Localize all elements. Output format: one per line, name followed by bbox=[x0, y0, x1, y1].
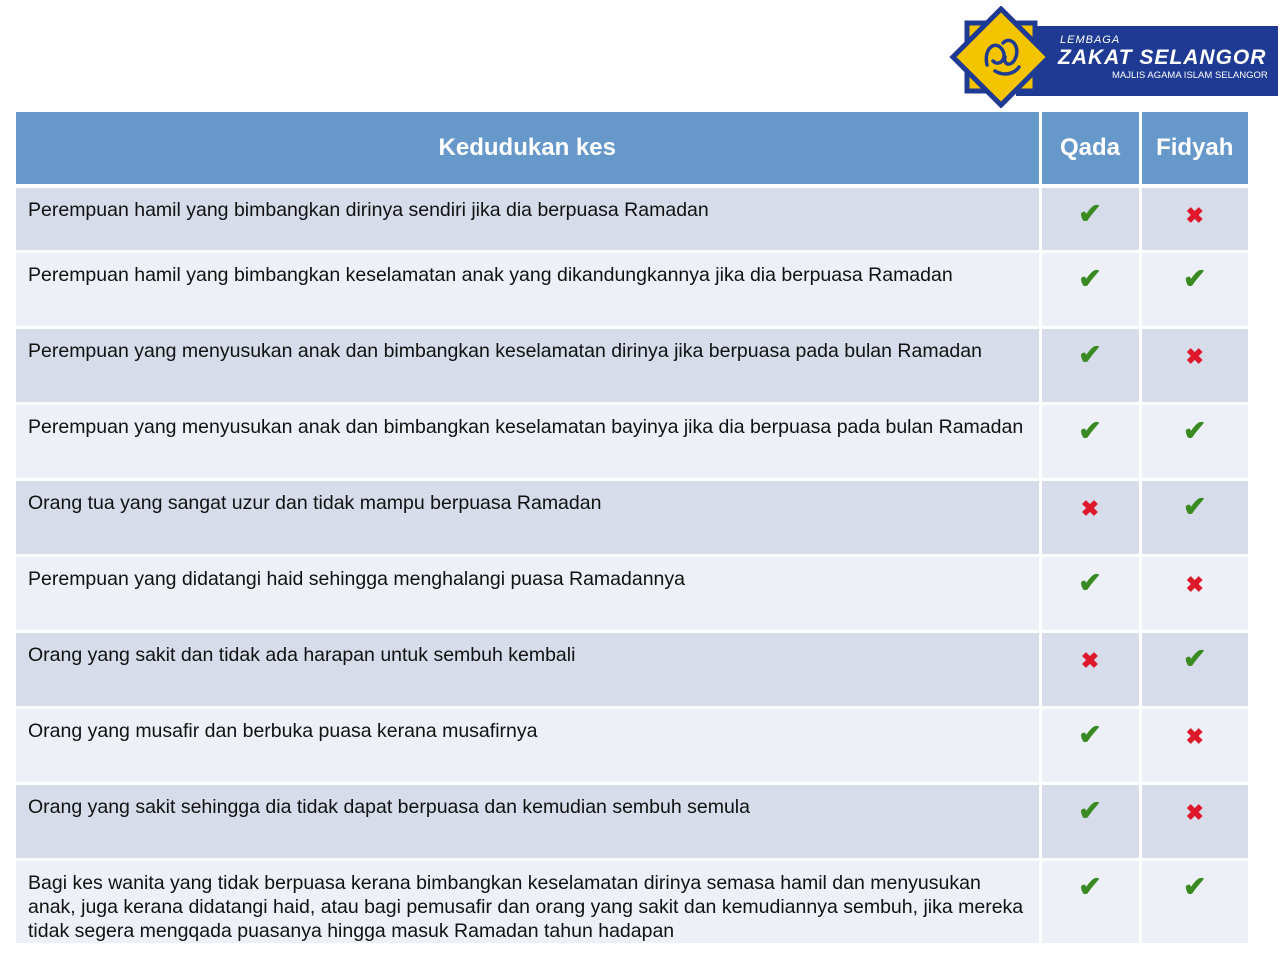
case-cell bbox=[16, 186, 1040, 251]
check-icon: ✔ bbox=[1183, 642, 1207, 674]
fidyah-cell bbox=[1140, 251, 1248, 327]
case-cell bbox=[16, 403, 1040, 479]
case-text: Perempuan yang didatangi haid sehingga menghalangi puasa Ramadannya bbox=[28, 567, 685, 590]
qada-cell bbox=[1040, 186, 1140, 251]
case-cell bbox=[16, 631, 1040, 707]
table-row bbox=[16, 555, 1248, 631]
check-icon: ✔ bbox=[1078, 718, 1102, 750]
logo-text-lembaga: LEMBAGA bbox=[1060, 34, 1121, 46]
logo-star-emblem bbox=[942, 6, 1060, 108]
table-row bbox=[16, 186, 1248, 251]
table-row bbox=[16, 783, 1248, 859]
fidyah-cell bbox=[1140, 631, 1248, 707]
header-qada: Qada bbox=[1040, 112, 1140, 186]
cross-icon: ✖ bbox=[1185, 723, 1204, 749]
logo-text-zakat-selangor: ZAKAT SELANGOR bbox=[1058, 46, 1267, 69]
case-cell bbox=[16, 251, 1040, 327]
table-row bbox=[16, 859, 1248, 944]
logo-text-majlis: MAJLIS AGAMA ISLAM SELANGOR bbox=[1112, 70, 1268, 81]
qada-cell bbox=[1040, 783, 1140, 859]
check-icon: ✔ bbox=[1078, 198, 1102, 229]
table-row bbox=[16, 251, 1248, 327]
check-icon: ✔ bbox=[1183, 490, 1207, 522]
qada-cell bbox=[1040, 555, 1140, 631]
case-text: Bagi kes wanita yang tidak berpuasa kerana bimbangkan keselamatan dirinya semasa hamil dan menyusukan anak, juga kerana didatangi haid, atau bagi pemusafir dan orang yang sakit dan kemudiannya sembuh, jika mereka tidak segera mengqada puasanya hingga masuk Ramadan tahun hadapan bbox=[28, 871, 1024, 942]
case-cell bbox=[16, 479, 1040, 555]
zakat-selangor-logo bbox=[942, 6, 1278, 108]
check-icon: ✔ bbox=[1078, 338, 1102, 370]
case-cell bbox=[16, 783, 1040, 859]
case-text: Orang yang sakit dan tidak ada harapan untuk sembuh kembali bbox=[28, 643, 576, 666]
fidyah-cell bbox=[1140, 859, 1248, 944]
table-row bbox=[16, 707, 1248, 783]
case-cell bbox=[16, 707, 1040, 783]
cross-icon: ✖ bbox=[1185, 203, 1204, 228]
case-cell bbox=[16, 555, 1040, 631]
fidyah-cell bbox=[1140, 186, 1248, 251]
cross-icon: ✖ bbox=[1080, 495, 1100, 521]
qada-cell bbox=[1040, 859, 1140, 944]
header-kedudukan-kes: Kedudukan kes bbox=[16, 112, 1040, 186]
check-icon: ✔ bbox=[1078, 794, 1102, 826]
table-header-row bbox=[16, 112, 1248, 186]
case-cell bbox=[16, 327, 1040, 403]
cross-icon: ✖ bbox=[1185, 571, 1204, 597]
table-row bbox=[16, 479, 1248, 555]
case-text: Perempuan yang menyusukan anak dan bimbangkan keselamatan bayinya jika dia berpuasa pada bulan Ramadan bbox=[28, 415, 1024, 438]
check-icon: ✔ bbox=[1183, 262, 1207, 294]
qada-cell bbox=[1040, 479, 1140, 555]
case-text: Orang yang musafir dan berbuka puasa kerana musafirnya bbox=[28, 719, 538, 742]
check-icon: ✔ bbox=[1183, 870, 1207, 902]
header-fidyah: Fidyah bbox=[1140, 112, 1248, 186]
case-table bbox=[16, 112, 1248, 946]
fidyah-cell bbox=[1140, 707, 1248, 783]
qada-cell bbox=[1040, 403, 1140, 479]
fidyah-cell bbox=[1140, 783, 1248, 859]
check-icon: ✔ bbox=[1078, 262, 1102, 294]
case-text: Perempuan hamil yang bimbangkan dirinya sendiri jika dia berpuasa Ramadan bbox=[28, 199, 709, 221]
case-cell bbox=[16, 859, 1040, 944]
case-text: Orang yang sakit sehingga dia tidak dapat berpuasa dan kemudian sembuh semula bbox=[28, 795, 750, 818]
table-row bbox=[16, 631, 1248, 707]
cross-icon: ✖ bbox=[1080, 647, 1100, 673]
case-text: Perempuan hamil yang bimbangkan keselamatan anak yang dikandungkannya jika dia berpuasa Ramadan bbox=[28, 263, 953, 286]
cross-icon: ✖ bbox=[1185, 799, 1204, 825]
cross-icon: ✖ bbox=[1185, 343, 1204, 369]
qada-cell bbox=[1040, 251, 1140, 327]
fidyah-cell bbox=[1140, 327, 1248, 403]
qada-cell bbox=[1040, 707, 1140, 783]
check-icon: ✔ bbox=[1078, 566, 1102, 598]
table-row bbox=[16, 327, 1248, 403]
check-icon: ✔ bbox=[1078, 414, 1102, 446]
case-text: Orang tua yang sangat uzur dan tidak mampu berpuasa Ramadan bbox=[28, 491, 602, 514]
case-text: Perempuan yang menyusukan anak dan bimbangkan keselamatan dirinya jika berpuasa pada bulan Ramadan bbox=[28, 339, 982, 362]
fidyah-cell bbox=[1140, 555, 1248, 631]
fidyah-cell bbox=[1140, 479, 1248, 555]
qada-cell bbox=[1040, 631, 1140, 707]
check-icon: ✔ bbox=[1078, 870, 1102, 902]
check-icon: ✔ bbox=[1183, 414, 1207, 446]
fidyah-cell bbox=[1140, 403, 1248, 479]
qada-cell bbox=[1040, 327, 1140, 403]
table-row bbox=[16, 403, 1248, 479]
